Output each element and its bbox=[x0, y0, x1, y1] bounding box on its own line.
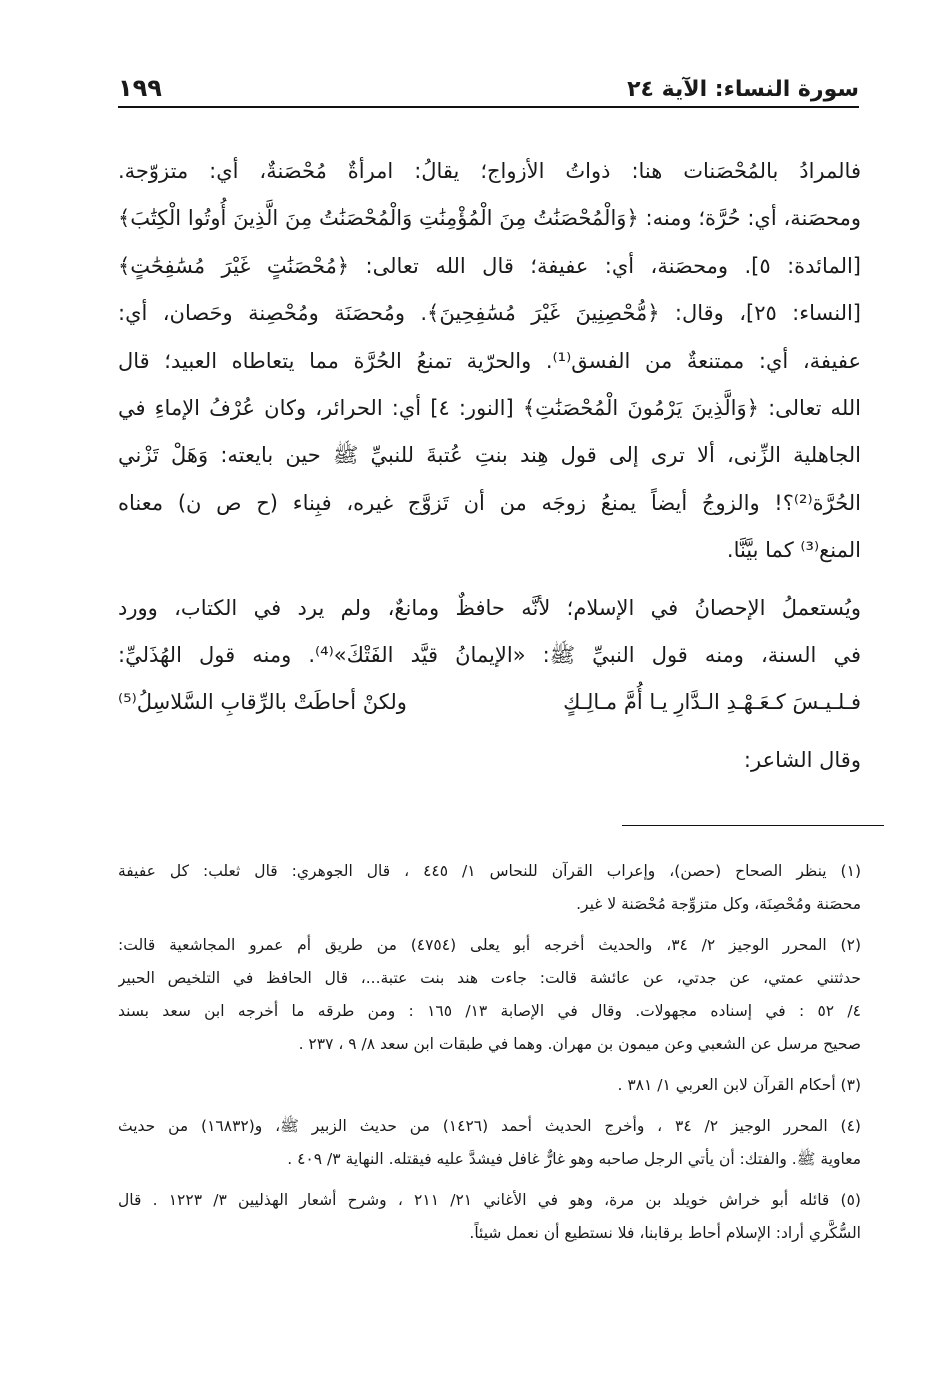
footnote-line: (٢) المحرر الوجيز ٢/ ٣٤، والحديث أخرجه أبو يعلى (٤٧٥٤) من طريق أم عمرو المجاشعية قالت: bbox=[118, 936, 861, 954]
footnotes bbox=[118, 855, 861, 1258]
page-number: ١٩٩ bbox=[118, 74, 162, 102]
poetry-verse bbox=[118, 679, 861, 726]
footnote-line: (٥) قائله أبو خراش خويلد بن مرة، وهو في الأغاني ٢١/ ٢١١ ، وشرح أشعار الهذليين ٣/ ١٢٢٣ . قال bbox=[118, 1191, 861, 1209]
footnote bbox=[118, 1184, 861, 1250]
verse-first-hemistich: فـلـيـسَ كـعَـهْـدِ الـدَّارِ يـا أُمَّ مـالِـكٍ bbox=[563, 690, 861, 715]
text-line: [المائدة: ٥]. ومحصَنة، أي: عفيفة؛ قال الله تعالى: ﴿مُحْصَنَٰتٍ غَيْرَ مُسَٰفِحَٰتٍ﴾ bbox=[118, 253, 861, 278]
main-text bbox=[118, 148, 861, 784]
footnote-line: صحيح مرسل عن الشعبي وعن ميمون بن مهران. وهما في طبقات ابن سعد ٨/ ٩ ، ٢٣٧ . bbox=[298, 1035, 861, 1053]
header-rule bbox=[118, 106, 859, 108]
text-line: الله تعالى: ﴿وَالَّذِينَ يَرْمُونَ الْمُحْصَنَٰتِ﴾ [النور: ٤] أي: الحرائر، وكان عُرْفُ الإماءِ في bbox=[118, 395, 861, 420]
footnote-line: السُّكَّري أراد: الإسلام أحاط برقابنا، فلا نستطيع أن نعمل شيئاً. bbox=[469, 1224, 861, 1242]
text-line: وقال الشاعر: bbox=[743, 747, 861, 772]
footnote-line: ٤/ ٥٢ : في إسناده مجهولات. وقال في الإصابة ١٣/ ١٦٥ : ومن طرقه ما أخرجه ابن سعد بسند bbox=[118, 1002, 861, 1020]
running-title: سورة النساء: الآية ٢٤ bbox=[627, 77, 859, 102]
text-line: [النساء: ٢٥]، وقال: ﴿مُّحْصِنِينَ غَيْرَ مُسَٰفِحِينَ﴾. ومُحصَنَة ومُحْصِنة وحَصان، أي: bbox=[118, 301, 861, 326]
text-line: عفيفة، أي: ممتنعةٌ من الفسق⁽¹⁾. والحرّية تمنعُ الحُرَّة مما يتعاطاه العبيد؛ قال bbox=[118, 348, 861, 373]
page-header bbox=[118, 68, 859, 102]
footnote bbox=[118, 1069, 861, 1102]
footnote-line: محصَنة ومُحْصِنَة، وكل متزوِّجة مُحْصَنة لا غير. bbox=[576, 895, 861, 913]
text-line: في السنة، ومنه قول النبيِّ ﷺ: «الإيمانُ قيَّد الفَتْكَ»⁽⁴⁾. ومنه قول الهُذَليِّ: bbox=[118, 642, 861, 667]
text-line: ومحصَنة، أي: حُرَّة؛ ومنه: ﴿وَالْمُحْصَنَٰتُ مِنَ الْمُؤْمِنَٰتِ وَالْمُحْصَنَٰتُ مِنَ الَّذِينَ أُوتُوا الْكِتَٰبَ﴾ bbox=[118, 206, 861, 231]
footnote bbox=[118, 1110, 861, 1176]
footnote-line: (٤) المحرر الوجيز ٢/ ٣٤ ، وأخرج الحديث أحمد (١٤٢٦) من حديث الزبير ﷺ، و(١٦٨٣٢) من حديث bbox=[118, 1117, 861, 1135]
text-line: المنع⁽³⁾ كما بيَّنَّا. bbox=[726, 538, 861, 563]
footnote bbox=[118, 855, 861, 921]
text-line: ويُستعملُ الإحصانُ في الإسلام؛ لأنَّه حافظٌ ومانعٌ، ولم يرد في الكتاب، وورد bbox=[118, 595, 861, 620]
footnote-line: معاوية ﷺ. والفتك: أن يأتي الرجل صاحبه وهو غارٌّ غافل فيشدَّ عليه فيقتله. النهاية ٣/ ٤٠٩ . bbox=[287, 1150, 861, 1168]
footnote-line: (٣) أحكام القرآن لابن العربي ١/ ٣٨١ . bbox=[617, 1076, 861, 1094]
footnote bbox=[118, 929, 861, 1061]
footnote-separator bbox=[622, 825, 884, 826]
text-line: الحُرَّة⁽²⁾؟! والزوجُ أيضاً يمنعُ زوجَه من أن تَزوَّج غيره، فبِناء (ح ص ن) معناه bbox=[118, 490, 861, 515]
text-line: الجاهلية الزِّنى، ألا ترى إلى قول هِند بنتِ عُتبةَ للنبيِّ ﷺ حين بايعته: وَهَلْ تَزْني bbox=[118, 443, 861, 468]
verse-second-hemistich: ولكنْ أحاطَتْ بالرِّقابِ السَّلاسِلُ⁽⁵⁾ bbox=[118, 690, 407, 715]
footnote-line: حدثتني عمتي، عن جدتي، عن عائشة قالت: جاءت هند بنت عتبة...، قال الحافظ في التلخيص الحبير bbox=[118, 969, 861, 987]
footnote-line: (١) ينظر الصحاح (حصن)، وإعراب القرآن للنحاس ١/ ٤٤٥ ، قال الجوهري: قال ثعلب: كل عفيفة bbox=[118, 862, 861, 880]
text-line: فالمرادُ بالمُحْصَنات هنا: ذواتُ الأزواج؛ يقالُ: امرأةٌ مُحْصَنةٌ، أي: متزوّجة. bbox=[118, 159, 861, 183]
